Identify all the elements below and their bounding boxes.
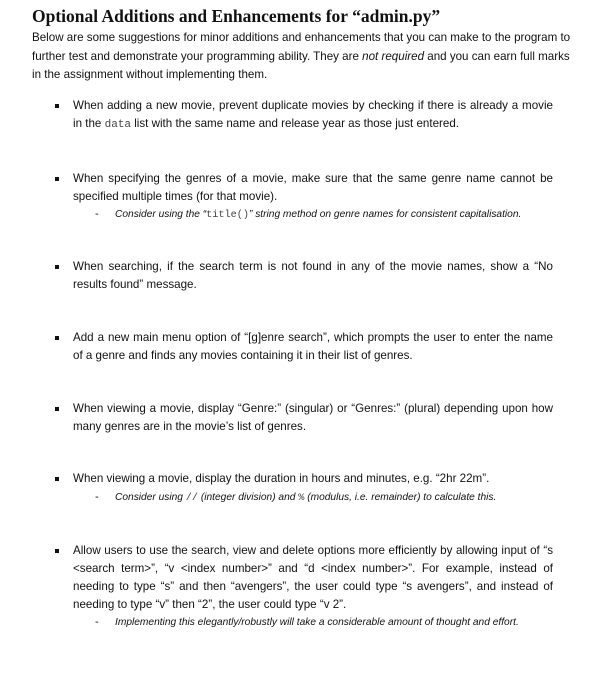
item-text: Allow users to use the search, view and delete options more efficiently by allowing input of “s <search term>”, “v <index number>” and “d <index number>”. For example, instead of needing to type “s” and then “avengers”, the user could type “s avengers”, and instead of needing to type “v” then “2”, the user could type “v 2”. [73,544,553,611]
dash-icon: - [95,491,99,503]
sub-item-text [115,490,565,506]
intro-text-1: Below are some suggestions for minor additions and enhancements that you can make to the program to further test and demonstrate your programming ability. They are [32,31,571,63]
sub-text-mid: (integer division) and [198,492,299,503]
bullet-icon [55,336,59,340]
intro-not-required: not required [362,49,425,63]
item-text [73,97,553,134]
item-text: When searching, if the search term is not found in any of the movie names, show a “No results found” message. [73,260,553,291]
sub-text-post: ” string method on genre names for consistent capitalisation. [248,209,522,220]
sub-text-pre: Consider using [115,492,186,503]
bullet-icon [55,104,59,108]
page-title: Optional Additions and Enhancements for “admin.py” [32,6,441,26]
bullet-icon [55,265,59,269]
sub-code-modulus: % [298,493,305,504]
intro-text-2: and you can earn full marks in the assignment without implementing them. [32,49,570,81]
item-text: When specifying the genres of a movie, make sure that the same genre name cannot be specified multiple times (for that movie). [73,172,553,203]
bullet-icon [55,477,59,481]
bullet-icon [55,549,59,553]
item-text: Add a new main menu option of “[g]enre search”, which prompts the user to enter the name of a genre and finds any movies containing it in their list of genres. [73,331,553,362]
sub-code-floor-div: // [185,493,199,504]
dash-icon: - [95,616,99,628]
item-code-data: data [104,119,131,131]
bullet-icon [55,407,59,411]
item-text-post: list with the same name and release year as those just entered. [131,117,460,130]
bullet-icon [55,177,59,181]
item-text: When viewing a movie, display the duration in hours and minutes, e.g. “2hr 22m”. [73,472,490,485]
item-text: When viewing a movie, display “Genre:” (singular) or “Genres:” (plural) depending upon how many genres are in the movie’s list of genres. [73,402,553,433]
intro-paragraph [32,29,572,85]
sub-text-pre: Consider using the “ [115,209,207,220]
sub-item-text: Implementing this elegantly/robustly will take a considerable amount of thought and effort. [115,617,519,628]
sub-code-title: title() [206,210,249,221]
sub-item-text [115,207,565,223]
dash-icon: - [95,208,99,220]
item-text-pre: When adding a new movie, prevent duplicate movies by checking if there is already a movie in the [73,99,553,130]
sub-text-post: (modulus, i.e. remainder) to calculate this. [304,492,497,503]
